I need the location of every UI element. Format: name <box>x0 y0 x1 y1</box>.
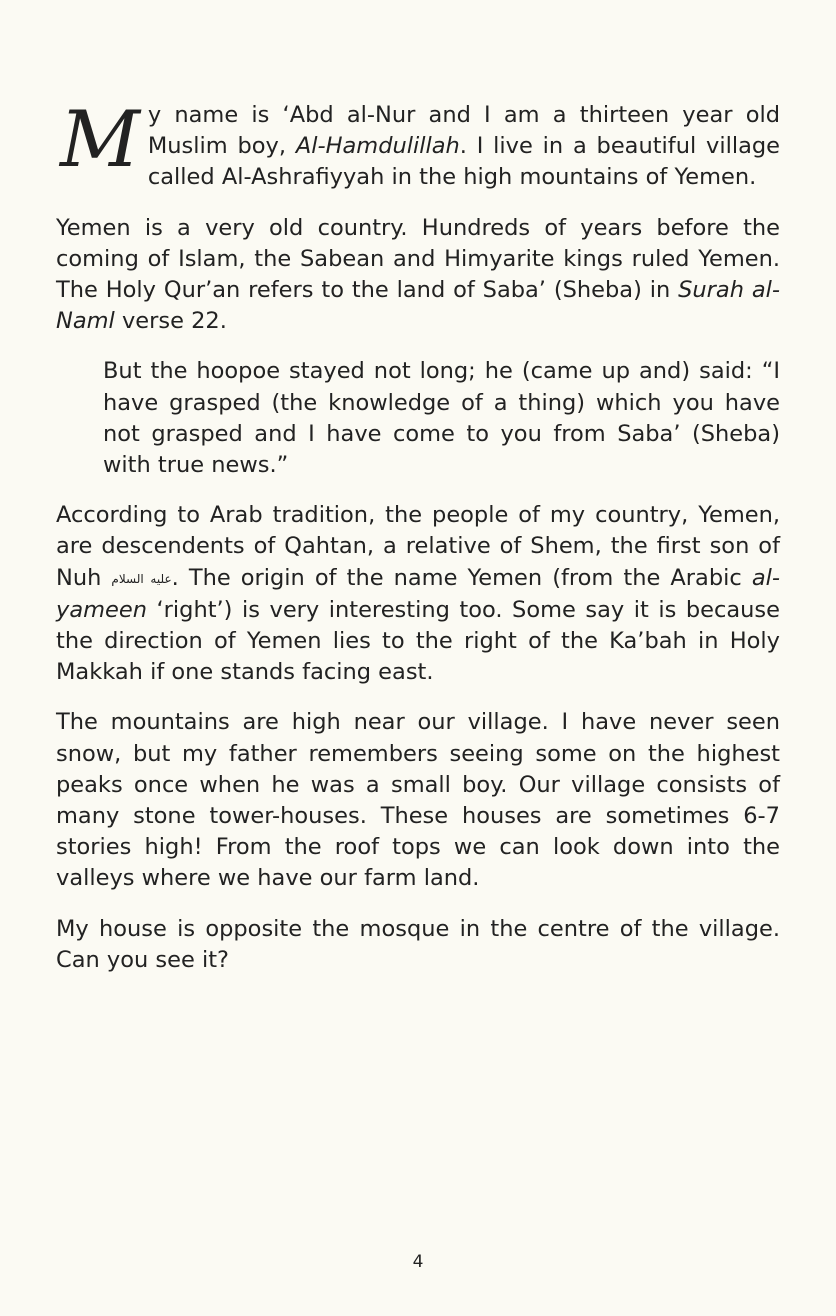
paragraph-mountains <box>56 707 780 894</box>
history-italic: Surah al-Naml <box>56 277 781 335</box>
quote-text: But the hoopoe stayed not long; he (came up and) said: “I have grasped (the knowledge of a thing) which you have not grasped and I have come to you from Saba’ (Sheba) with true news.” <box>103 358 780 479</box>
intro-text-a: y name is ‘Abd al-Nur and I am a thirteen year old Muslim boy, <box>147 102 780 160</box>
tradition-italic: al-yameen <box>56 564 780 623</box>
history-text-b: verse 22. <box>114 308 227 335</box>
tradition-text-b: . The origin of the name Yemen (from the Arabic <box>171 564 752 591</box>
intro-italic: Al-Hamdulillah <box>295 133 460 160</box>
paragraph-house <box>56 914 780 976</box>
paragraph-tradition <box>56 500 780 688</box>
mountains-text: The mountains are high near our village. I have never seen snow, but my father remembers seeing some on the highest peaks once when he was a small boy. Our village consists of many stone tower-houses. These houses are sometimes 6-7 stories high! From the roof tops we can look down into the valleys where we have our farm land. <box>56 709 780 892</box>
tradition-text-c: ‘right’) is very interesting too. Some say it is because the direction of Yemen lies to the right of the Ka’bah in Holy Makkah if one stands facing east. <box>56 596 780 686</box>
intro-text-b: . I live in a beautiful village called Al-Ashrafiyyah in the high mountains of Yemen. <box>147 133 780 191</box>
page-body <box>56 95 781 995</box>
history-text-a: Yemen is a very old country. Hundreds of years before the coming of Islam, the Sabean and Himyarite kings ruled Yemen. The Holy Qur’an refers to the land of Saba’ (Sheba) in <box>56 214 780 304</box>
honorific-glyph: عليه السلام <box>111 571 172 586</box>
house-text: My house is opposite the mosque in the centre of the village. Can you see it? <box>56 915 780 973</box>
drop-cap: M <box>60 95 140 185</box>
quran-quote <box>103 356 780 481</box>
paragraph-yemen-history <box>56 213 780 338</box>
paragraph-intro <box>56 95 780 194</box>
page-number: 4 <box>412 1252 424 1272</box>
tradition-text-a: According to Arab tradition, the people of my country, Yemen, are descendents of Qahtan, a relative of Shem, the first son of Nuh <box>56 502 780 591</box>
